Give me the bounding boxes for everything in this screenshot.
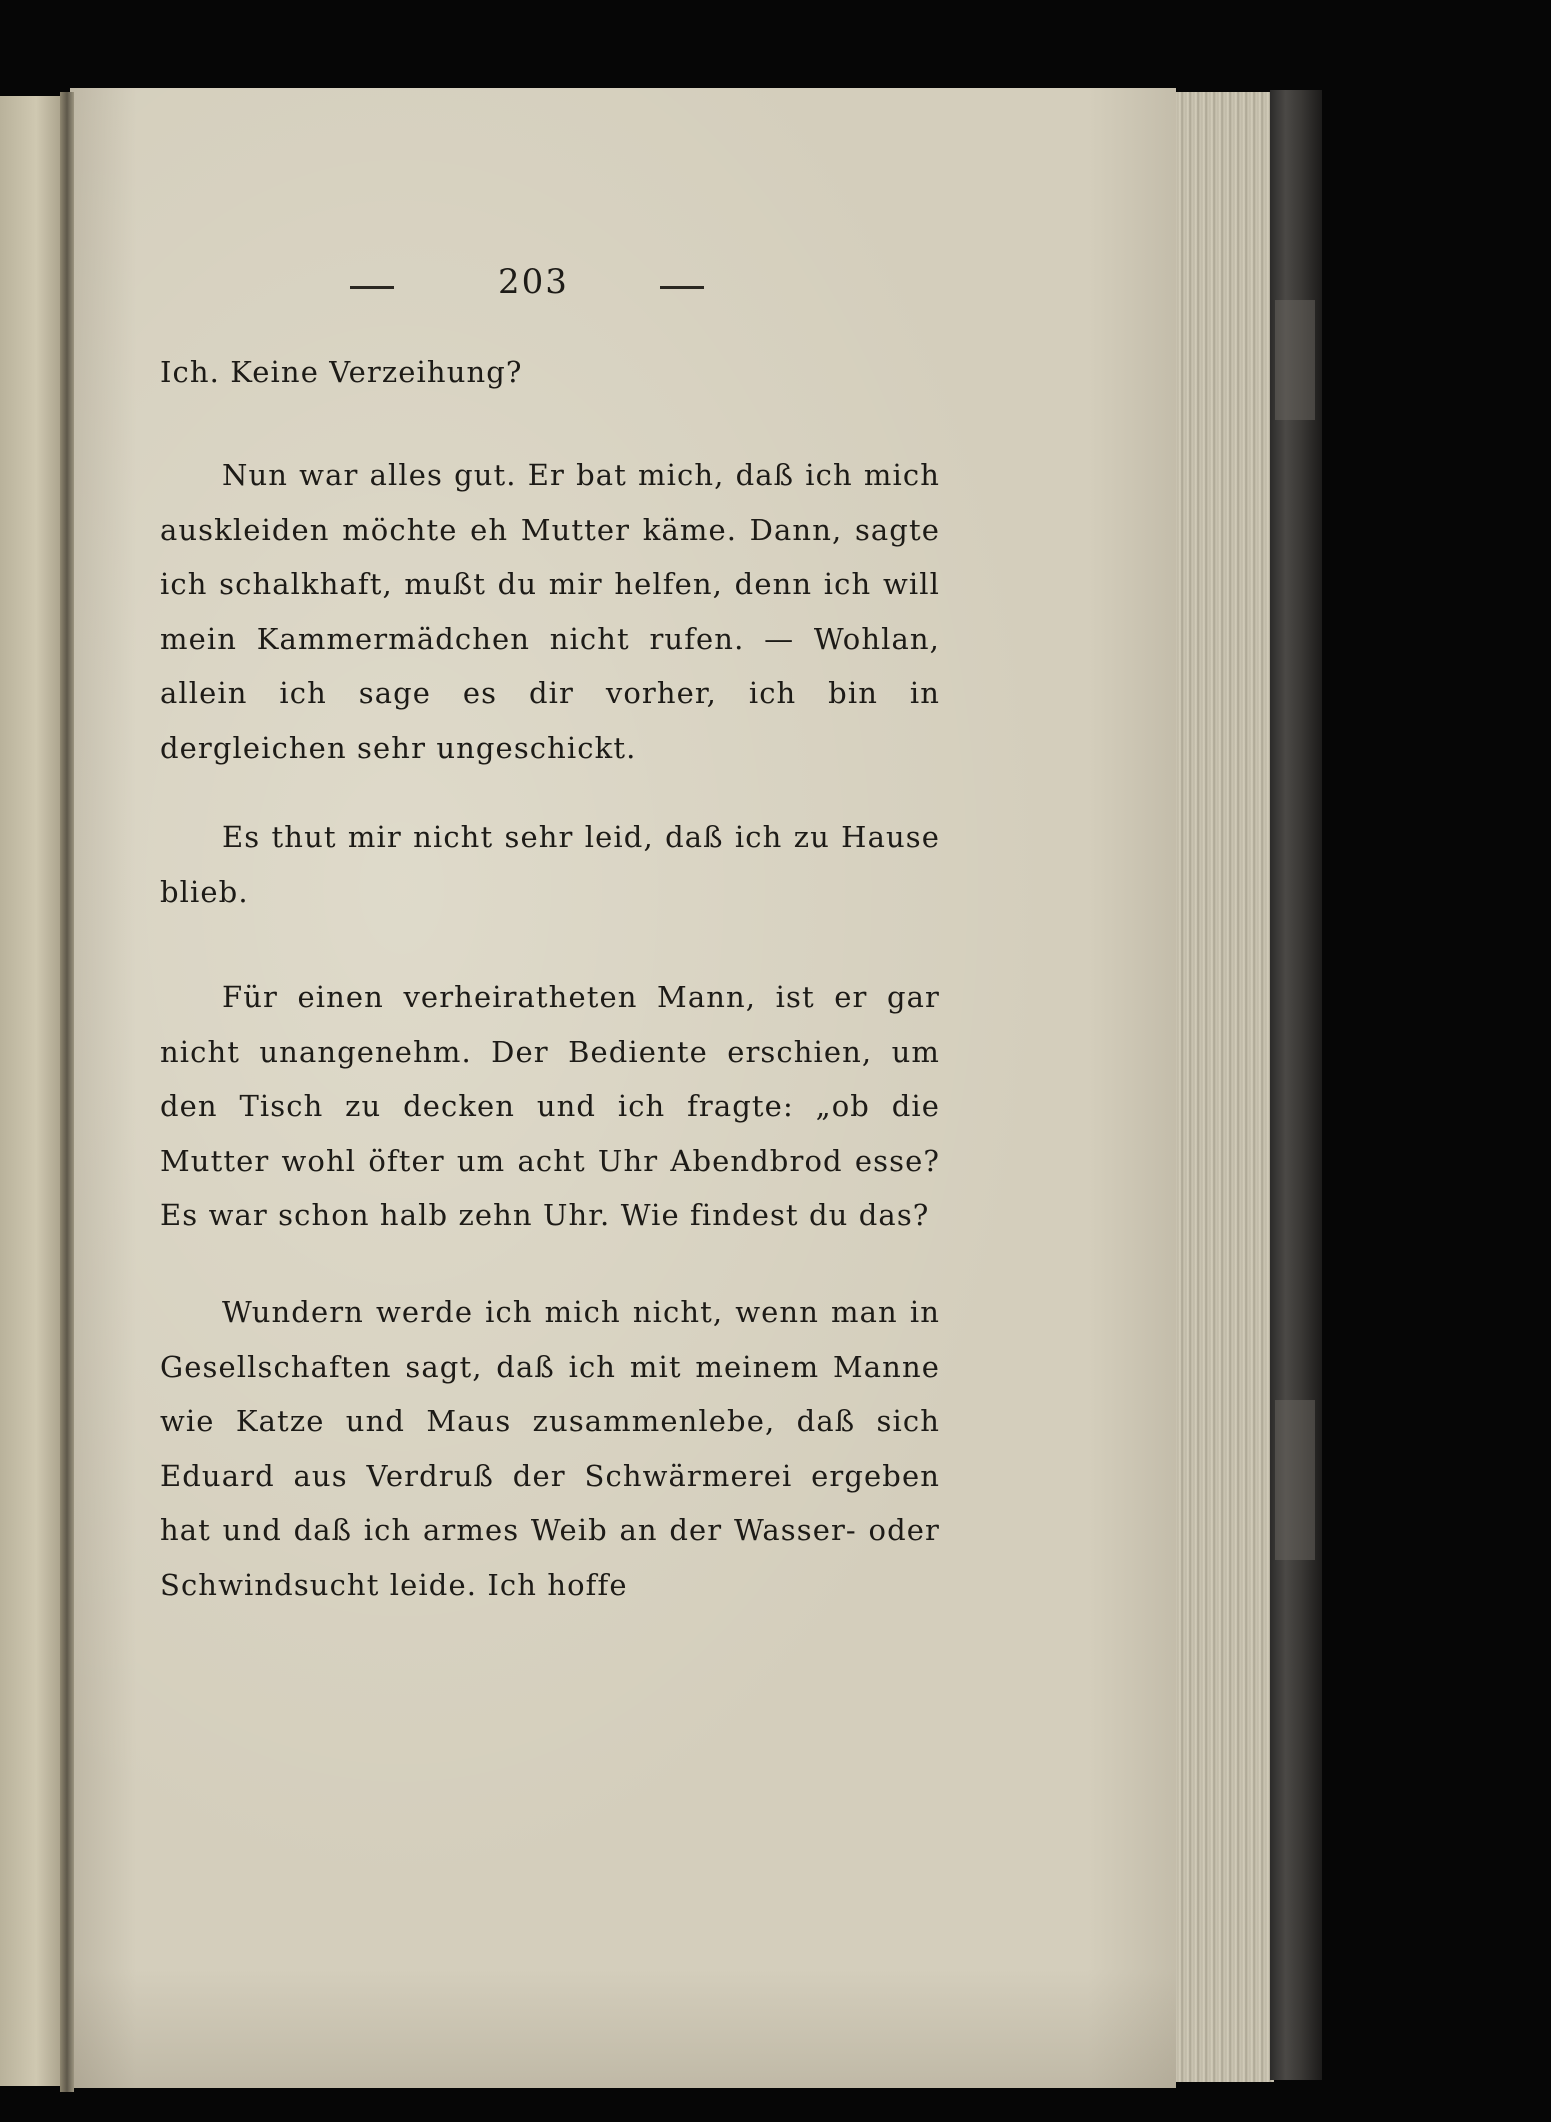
paragraph — [160, 970, 940, 1243]
cover-wear-mark — [1275, 300, 1315, 420]
page-number: 203 — [498, 262, 569, 302]
page-stack-edge — [1176, 92, 1274, 2082]
paragraph — [160, 345, 940, 400]
paragraph — [160, 810, 940, 919]
running-head-dash-right — [660, 286, 704, 289]
paragraph-text: Nun war alles gut. Er bat mich, daß ich mich auskleiden möchte eh Mutter käme. Dann, sagte ich schalkhaft, mußt du mir helfen, denn ich will mein Kammermädchen nicht rufen. — Wohlan, allein ich sage es dir vorher, ich bin in dergleichen sehr ungeschickt. — [160, 458, 940, 765]
previous-page-edge — [0, 96, 66, 2086]
running-head — [340, 262, 740, 312]
paragraph-text: Es thut mir nicht sehr leid, daß ich zu Hause blieb. — [160, 820, 940, 909]
cover-wear-mark — [1275, 1400, 1315, 1560]
paragraph — [160, 448, 940, 775]
book-gutter — [60, 92, 74, 2092]
running-head-dash-left — [350, 286, 394, 289]
paragraph-text: Für einen verheiratheten Mann, ist er gar nicht unangenehm. Der Bediente erschien, um den Tisch zu decken und ich fragte: „ob die Mutter wohl öfter um acht Uhr Abendbrod esse? Es war schon halb zehn Uhr. Wie findest du das? — [160, 980, 940, 1232]
paragraph-text: Wundern werde ich mich nicht, wenn man in Gesellschaften sagt, daß ich mit meinem Manne wie Katze und Maus zusammenlebe, daß sich Eduard aus Verdruß der Schwärmerei ergeben hat und daß ich armes Weib an der Wasser- oder Schwindsucht leide. Ich hoffe — [160, 1295, 940, 1602]
paragraph — [160, 1285, 940, 1612]
paragraph-text: Ich. Keine Verzeihung? — [160, 355, 523, 389]
